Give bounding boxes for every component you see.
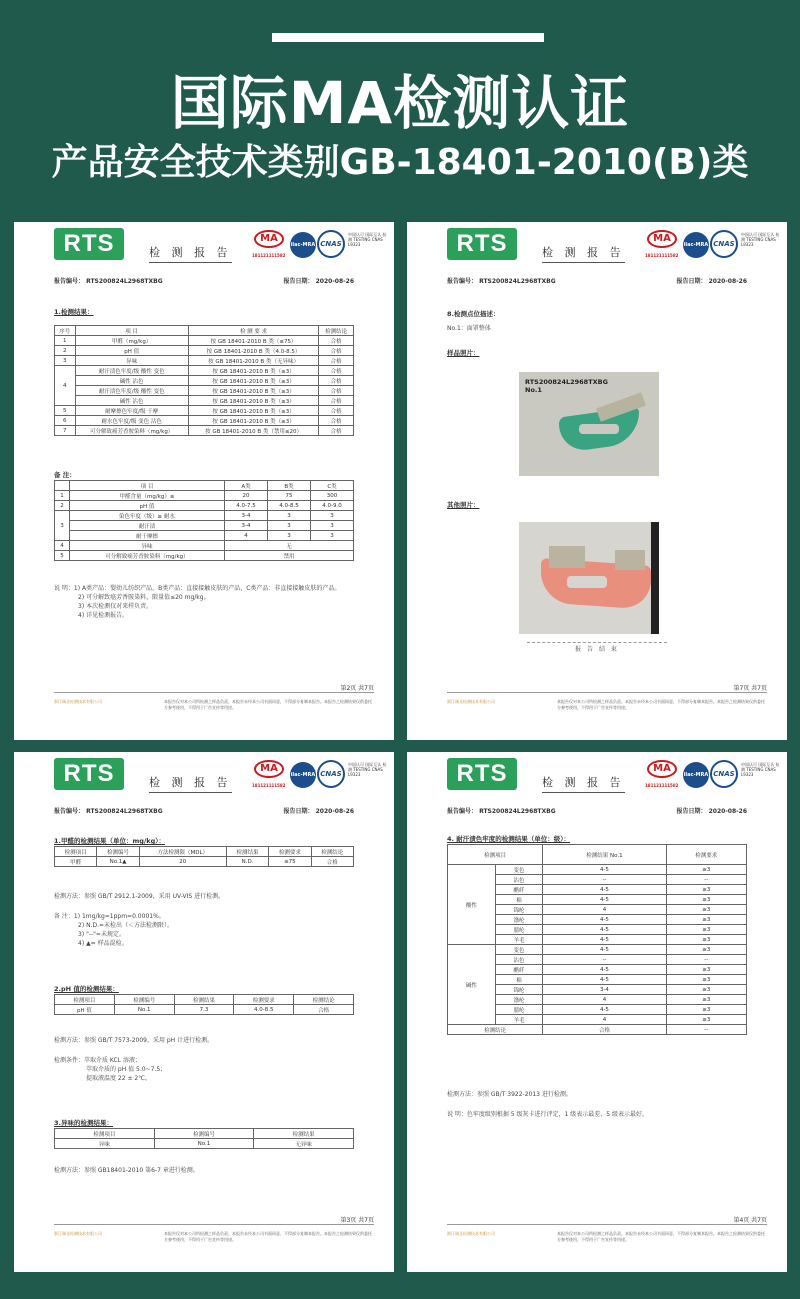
table-row: 1 甲醛（mg/kg） 按 GB 18401-2010 B 类（≤75） 合格 xyxy=(55,336,354,346)
table-row: 3 染色牢度（级）≥ 耐水 3-4 3 3 xyxy=(55,511,354,521)
report-end: 报 告 结 束 xyxy=(527,642,667,654)
table-row: 碱性 变色 4-5 ≥3 xyxy=(448,945,747,955)
disclaimer: 本报告仅对本公司所检测之样品负责。本报告未经本公司书面同意，不得部分复制本报告。本报告之检测结果仅供委托方参考使用，不得用于广告宣传等用途。 xyxy=(557,1231,765,1242)
table-header: 检测项目 检测编号 检测结果 xyxy=(55,1129,354,1139)
method-text: 检测方法：参照 GB/T 2912.1-2009，采用 UV-VIS 进行检测。 xyxy=(54,893,225,900)
photo-label: RTS200824L2968TXBG No.1 xyxy=(525,378,608,394)
section-title: 8.检测点位描述： xyxy=(447,310,500,318)
remarks: 备 注：1) 1mg/kg=1ppm=0.0001%。 2) N.D.=未检出（＜方法检测限）。 3) "--"=未规定。 4) ▲= 样品混检。 xyxy=(54,913,174,947)
ma-mark-icon: MA 181121111582 xyxy=(647,760,677,778)
table-row: 5 可分解致癌芳香胺染料（mg/kg） 禁用 xyxy=(55,551,354,561)
cert-text: 中国认可 国际互认 检测 TESTING CNAS L9323 xyxy=(741,232,780,247)
table-row: 异味 No.1 无异味 xyxy=(55,1139,354,1149)
table-row: 锦纶 3-4 ≥3 xyxy=(448,985,747,995)
report-footer xyxy=(54,1217,374,1264)
ilac-mark-icon: ilac-MRA xyxy=(290,762,316,788)
table-row: 棉 4-5 ≥3 xyxy=(448,975,747,985)
table-row: 沾色 -- -- xyxy=(448,875,747,885)
report-header xyxy=(14,752,394,812)
table-row: 4 耐汗渍色牢度/级 酸性 变色 按 GB 18401-2010 B 类（≥3） 合格 xyxy=(55,366,354,376)
section-title: 3.异味的检测结果： xyxy=(54,1119,113,1127)
page-number: 第3页 共7页 xyxy=(340,1217,374,1224)
table-row: 甲醛 No.1▲ 20 N.D. ≤75 合格 xyxy=(55,857,354,867)
table-row: 碱性 沾色 按 GB 18401-2010 B 类（≥3） 合格 xyxy=(55,376,354,386)
table-header: 项 目 A类 B类 C类 xyxy=(55,481,354,491)
other-photo xyxy=(519,522,659,634)
rts-logo: RTS xyxy=(447,228,517,260)
report-page-1 xyxy=(14,222,394,740)
ilac-mark-icon: ilac-MRA xyxy=(290,232,316,258)
table-row: 2 pH 值 4.0-7.5 4.0-8.5 4.0-9.0 xyxy=(55,501,354,511)
report-header xyxy=(14,222,394,282)
table-row: 腈纶 4-5 ≥3 xyxy=(448,925,747,935)
top-accent-bar xyxy=(272,33,544,42)
table-row: 腈纶 4-5 ≥3 xyxy=(448,1005,747,1015)
test-conditions: 检测条件：萃取介质 KCL 溶液； 萃取介质的 pH 值 5.0~7.5； 提取液温度 22 ± 2℃。 xyxy=(54,1057,167,1082)
table-row: 耐干摩擦 4 3 3 xyxy=(55,531,354,541)
report-footer xyxy=(447,1217,767,1264)
table-row: 锦纶 4 ≥3 xyxy=(448,905,747,915)
cert-text: 中国认可 国际互认 检测 TESTING CNAS L9323 xyxy=(348,232,387,247)
method-text: 检测方法：参照 GB/T 7573-2009，采用 pH 计进行检测。 xyxy=(54,1037,214,1044)
report-footer xyxy=(54,685,374,732)
rts-logo: RTS xyxy=(54,228,124,260)
doc-title: 检 测 报 告 xyxy=(149,244,232,263)
table-row: pH 值 No.1 7.3 4.0-8.5 合格 xyxy=(55,1005,354,1015)
method-text: 检测方法：参照 GB/T 3922-2013 进行检测。 xyxy=(447,1091,572,1098)
result-table xyxy=(54,325,354,436)
banner-title: 国际MA检测认证 xyxy=(170,69,630,137)
table-row: 耐汗渍色牢度/级 酸性 变色 按 GB 18401-2010 B 类（≥3） 合格 xyxy=(55,386,354,396)
section-title: 1.甲醛的检测结果（单位：mg/kg）： xyxy=(54,837,166,845)
page-number: 第4页 共7页 xyxy=(733,1217,767,1224)
ph-table xyxy=(54,994,354,1015)
doc-title: 检 测 报 告 xyxy=(542,244,625,263)
sample-desc: No.1：面罩整体 xyxy=(447,325,491,332)
table-header: 序号 项 目 检 测 要 求 检测结论 xyxy=(55,326,354,336)
table-row: 涤纶 4 ≥3 xyxy=(448,995,747,1005)
company-name: 浙江瑞圣检测技术有限公司 xyxy=(54,1231,102,1236)
formaldehyde-table xyxy=(54,846,354,867)
report-meta: 报告编号： RTS200824L2968TXBG 报告日期： 2020-08-26 xyxy=(447,808,747,815)
ma-mark-icon: MA 181121111582 xyxy=(254,230,284,248)
report-page-4 xyxy=(407,752,787,1272)
note-text: 说 明：色牢度级别根据 5 级灰卡进行评定，1 级表示最差，5 级表示最好。 xyxy=(447,1111,648,1118)
cnas-mark-icon: CNAS xyxy=(317,230,345,258)
report-meta: 报告编号： RTS200824L2968TXBG 报告日期： 2020-08-26 xyxy=(447,278,747,285)
doc-title: 检 测 报 告 xyxy=(542,774,625,793)
report-header xyxy=(407,752,787,812)
table-row: 酸性 变色 4-5 ≥3 xyxy=(448,865,747,875)
ma-mark-icon: MA 181121111582 xyxy=(254,760,284,778)
table-row: 碱性 沾色 按 GB 18401-2010 B 类（≥3） 合格 xyxy=(55,396,354,406)
rts-logo: RTS xyxy=(447,758,517,790)
table-row: 1 甲醛含量（mg/kg）≤ 20 75 300 xyxy=(55,491,354,501)
table-row: 4 异味 无 xyxy=(55,541,354,551)
report-meta: 报告编号： RTS200824L2968TXBG 报告日期： 2020-08-26 xyxy=(54,808,354,815)
remark-table xyxy=(54,480,354,561)
remark-title: 备 注： xyxy=(54,471,76,479)
ilac-mark-icon: ilac-MRA xyxy=(683,232,709,258)
perspiration-table xyxy=(447,844,747,1035)
banner-subtitle: 产品安全技术类别GB-18401-2010(B)类 xyxy=(51,142,749,183)
disclaimer: 本报告仅对本公司所检测之样品负责。本报告未经本公司书面同意，不得部分复制本报告。本报告之检测结果仅供委托方参考使用，不得用于广告宣传等用途。 xyxy=(164,699,372,710)
report-meta: 报告编号： RTS200824L2968TXBG 报告日期： 2020-08-26 xyxy=(54,278,354,285)
report-page-7 xyxy=(407,222,787,740)
ma-mark-icon: MA 181121111582 xyxy=(647,230,677,248)
report-header xyxy=(407,222,787,282)
table-row: 涤纶 4-5 ≥3 xyxy=(448,915,747,925)
section-title: 2.pH 值的检测结果： xyxy=(54,985,119,993)
cert-text: 中国认可 国际互认 检测 TESTING CNAS L9323 xyxy=(348,762,387,777)
table-row: 醋纤 4-5 ≥3 xyxy=(448,885,747,895)
cnas-mark-icon: CNAS xyxy=(710,230,738,258)
table-row: 7 可分解致癌芳香胺染料（mg/kg） 按 GB 18401-2010 B 类（禁用≤20） 合格 xyxy=(55,426,354,436)
table-header: 检测项目 检测结果 No.1 检测要求 xyxy=(448,845,747,865)
table-row: 检测结论 合格 -- xyxy=(448,1025,747,1035)
report-footer xyxy=(447,685,767,732)
company-name: 浙江瑞圣检测技术有限公司 xyxy=(447,1231,495,1236)
other-photo-title: 其他照片： xyxy=(447,501,480,509)
cert-text: 中国认可 国际互认 检测 TESTING CNAS L9323 xyxy=(741,762,780,777)
ilac-mark-icon: ilac-MRA xyxy=(683,762,709,788)
table-row: 沾色 -- -- xyxy=(448,955,747,965)
table-row: 耐汗渍 3-4 3 3 xyxy=(55,521,354,531)
table-row: 2 pH 值 按 GB 18401-2010 B 类（4.0-8.5） 合格 xyxy=(55,346,354,356)
table-header: 检测项目 检测编号 方法检测限（MDL） 检测结果 检测要求 检测结论 xyxy=(55,847,354,857)
page-number: 第7页 共7页 xyxy=(733,685,767,692)
table-row: 羊毛 4-5 ≥3 xyxy=(448,935,747,945)
table-row: 6 耐水色牢度/级 变色 沾色 按 GB 18401-2010 B 类（≥3） 合格 xyxy=(55,416,354,426)
company-name: 浙江瑞圣检测技术有限公司 xyxy=(54,699,102,704)
company-name: 浙江瑞圣检测技术有限公司 xyxy=(447,699,495,704)
cnas-mark-icon: CNAS xyxy=(317,760,345,788)
notes: 说 明：1) A类产品：婴幼儿纺织产品，B类产品：直接接触皮肤的产品，C类产品：非直接接触皮肤的产品。 2) 可分解致癌芳香胺染料，限量值≤20 mg/kg。 3) 本次检测仅对来样负责。 4) 详见检测报告。 xyxy=(54,585,341,619)
table-row: 羊毛 4 ≥3 xyxy=(448,1015,747,1025)
cnas-mark-icon: CNAS xyxy=(710,760,738,788)
section-title: 1.检测结果： xyxy=(54,308,94,316)
odor-table xyxy=(54,1128,354,1149)
section-title: 4. 耐汗渍色牢度的检测结果（单位：级）： xyxy=(447,835,571,843)
page-number: 第2页 共7页 xyxy=(340,685,374,692)
disclaimer: 本报告仅对本公司所检测之样品负责。本报告未经本公司书面同意，不得部分复制本报告。本报告之检测结果仅供委托方参考使用，不得用于广告宣传等用途。 xyxy=(164,1231,372,1242)
table-row: 3 异味 按 GB 18401-2010 B 类（无异味） 合格 xyxy=(55,356,354,366)
table-row: 5 耐摩擦色牢度/级 干摩 按 GB 18401-2010 B 类（≥3） 合格 xyxy=(55,406,354,416)
doc-title: 检 测 报 告 xyxy=(149,774,232,793)
method-text: 检测方法：参照 GB18401-2010 第6-7 章进行检测。 xyxy=(54,1167,199,1174)
table-row: 醋纤 4-5 ≥3 xyxy=(448,965,747,975)
sample-photo xyxy=(519,372,659,476)
report-page-3 xyxy=(14,752,394,1272)
table-header: 检测项目 检测编号 检测结果 检测要求 检测结论 xyxy=(55,995,354,1005)
disclaimer: 本报告仅对本公司所检测之样品负责。本报告未经本公司书面同意，不得部分复制本报告。本报告之检测结果仅供委托方参考使用，不得用于广告宣传等用途。 xyxy=(557,699,765,710)
rts-logo: RTS xyxy=(54,758,124,790)
photo-title: 样品照片： xyxy=(447,349,480,357)
table-row: 棉 4-5 ≥3 xyxy=(448,895,747,905)
